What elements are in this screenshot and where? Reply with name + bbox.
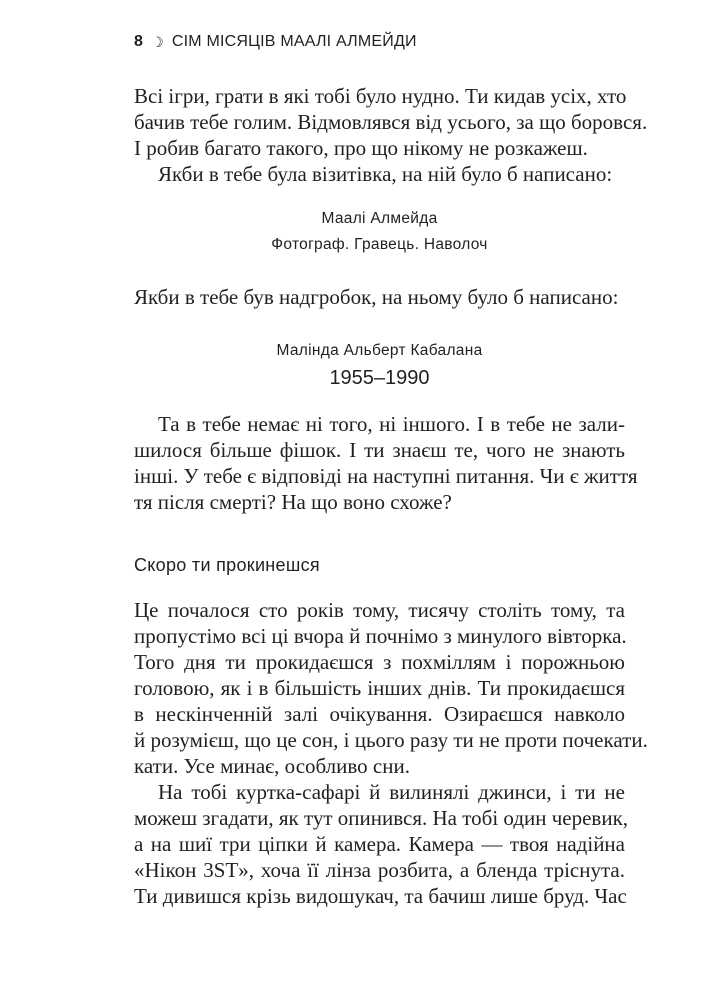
text-line: Всі ігри, грати в які тобі було нудно. Ти кидав усіх, хто <box>134 84 627 108</box>
text-line: інші. У тебе є відповіді на наступні питання. Чи є життя <box>134 464 638 488</box>
text-line: Того дня ти прокидаєшся з похміллям і порожньою <box>134 650 625 674</box>
business-card-inscription <box>134 206 625 258</box>
text-line: На тобі куртка-сафарі й вилинялі джинси, і ти не <box>158 780 625 804</box>
crescent-moon-icon: ☽ <box>151 33 164 50</box>
text-line: тя після смерті? На що воно схоже? <box>134 490 452 514</box>
tombstone-years: 1955–1990 <box>329 367 430 389</box>
card-titles: Фотограф. Гравець. Наволоч <box>271 236 488 253</box>
text-line: Та в тебе немає ні того, ні іншого. І в тебе не зали- <box>158 412 625 436</box>
paragraph-tombstone-intro <box>134 284 625 310</box>
text-line: бачив тебе голим. Відмовлявся від усього, за що боровся. <box>134 110 648 134</box>
text-line: а на шиї три ціпки й камера. Камера — твоя надійна <box>134 832 625 856</box>
paragraph-camera <box>134 779 629 909</box>
text-line: Якби в тебе була візитівка, на ній було б написано: <box>158 162 613 186</box>
text-line: І робив багато такого, про що нікому не розкажеш. <box>134 136 588 160</box>
text-line: головою, як і в більшість інших днів. Ти прокидаєшся <box>134 676 625 700</box>
text-line: пропустімо всі ці вчора й почнімо з минулого вівторка. <box>134 624 627 648</box>
paragraph-answers <box>134 411 638 515</box>
tombstone-inscription <box>134 338 625 392</box>
text-line: можеш згадати, як тут опинився. На тобі один черевик, <box>134 806 629 830</box>
text-line: шилося більше фішок. І ти знаєш те, чого не знають <box>134 438 625 462</box>
text-line: Ти дивишся крізь видошукач, та бачиш лише бруд. Час <box>134 884 627 908</box>
text-line: в нескінченній залі очікування. Озираєшся навколо <box>134 702 625 726</box>
text-line: Це почалося сто років тому, тисячу століть тому, та <box>134 598 625 622</box>
book-title: СІМ МІСЯЦІВ МААЛІ АЛМЕЙДИ <box>171 33 417 50</box>
page-number: 8 <box>134 33 144 50</box>
running-head <box>134 33 417 51</box>
text-line: Якби в тебе був надгробок, на ньому було б написано: <box>134 285 619 309</box>
card-name: Маалі Алмейда <box>321 210 438 227</box>
text-line: «Нікон 3ST», хоча її лінза розбита, а бленда тріснута. <box>134 858 625 882</box>
text-line: кати. Усе минає, особливо сни. <box>134 754 410 778</box>
paragraph-opening <box>134 83 648 187</box>
section-title: Скоро ти прокинешся <box>134 555 320 575</box>
tombstone-name: Малінда Альберт Кабалана <box>276 342 483 359</box>
paragraph-beginning <box>134 597 648 779</box>
text-line: й розумієш, що це сон, і цього разу ти не проти почекати. <box>134 728 648 752</box>
